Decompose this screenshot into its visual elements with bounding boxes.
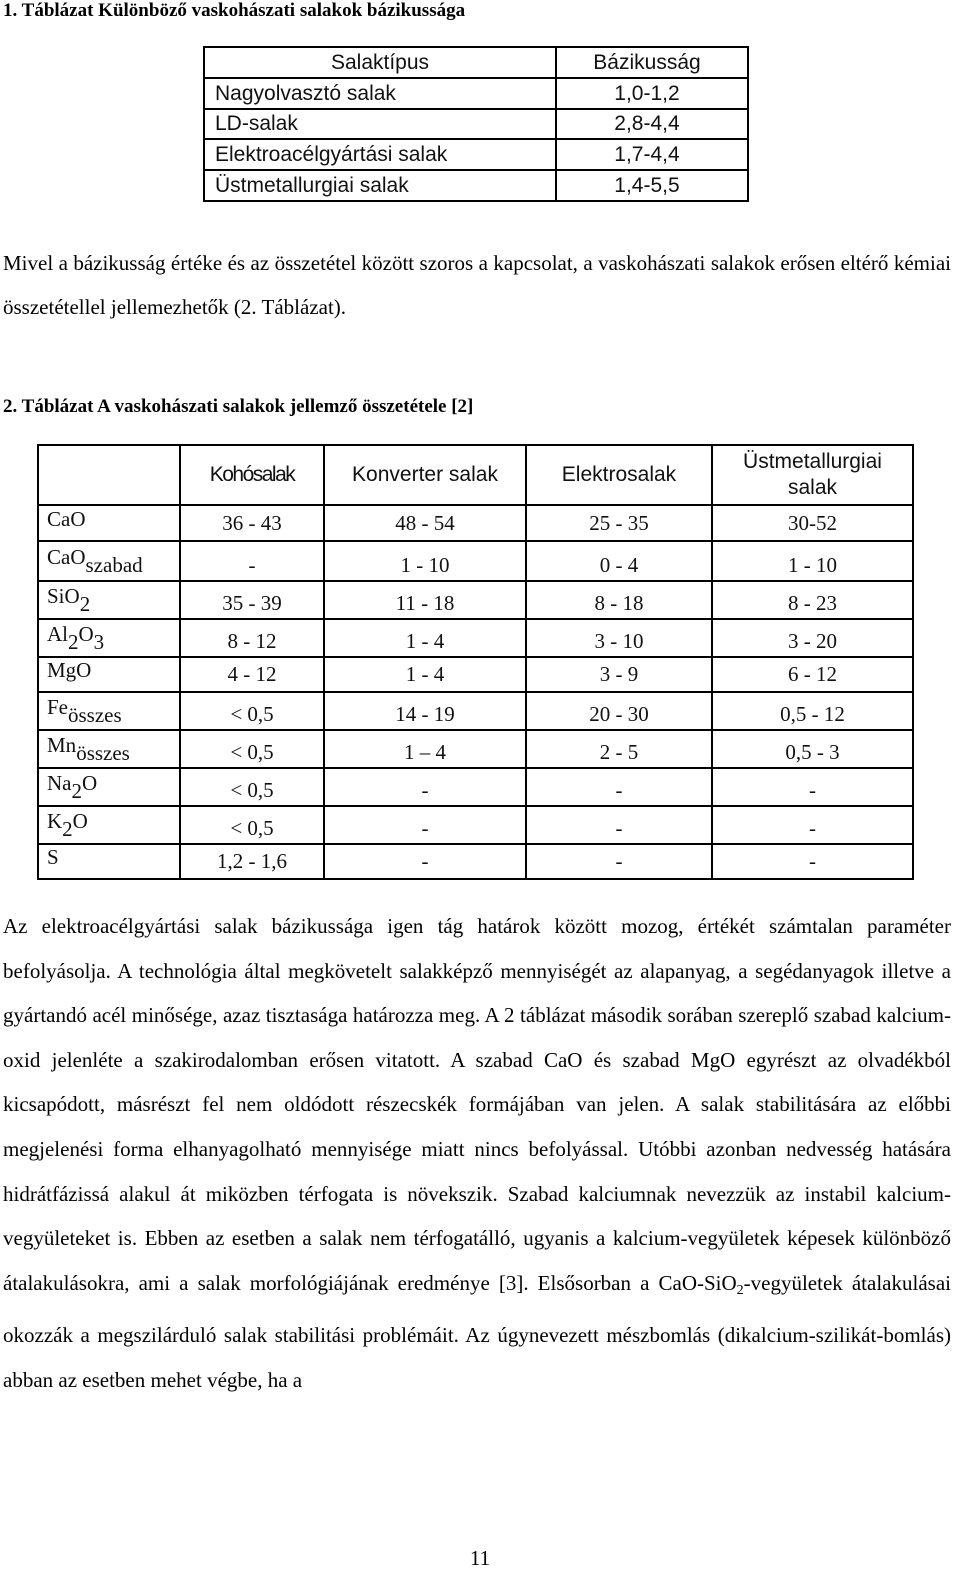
row-label-text: O <box>72 808 88 833</box>
row-label-text: CaO <box>47 506 86 531</box>
cell-slag-type: LD-salak <box>204 109 556 140</box>
cell-value: 3 - 9 <box>526 657 712 692</box>
row-label-subscript: 3 <box>93 629 105 654</box>
cell-value: 2 - 5 <box>526 730 712 768</box>
table-row <box>38 730 913 768</box>
table-header-row <box>38 445 913 505</box>
paragraph-main-text-cont: -vegyületek átalakulásai okozzák a megszilárduló salak stabilitási problémáit. Az úgynevezett mészbomlás (dikalcium-szilikát-bomlás) abban az esetben mehet végbe, ha a <box>3 1270 951 1392</box>
row-label-text: Na <box>47 770 72 795</box>
row-label-subscript: 2 <box>62 816 73 841</box>
table-row <box>204 78 748 109</box>
cell-value: 3 - 10 <box>526 619 712 657</box>
cell-value: 4 - 12 <box>180 657 324 692</box>
cell-slag-type: Nagyolvasztó salak <box>204 78 556 109</box>
cell-value: - <box>526 844 712 879</box>
table-row <box>204 170 748 201</box>
row-label-text: SiO <box>47 583 80 608</box>
cell-slag-type: Üstmetallurgiai salak <box>204 170 556 201</box>
cell-value: < 0,5 <box>180 730 324 768</box>
cell-value: - <box>180 541 324 581</box>
cell-value: - <box>324 768 526 806</box>
cell-value: 0 - 4 <box>526 541 712 581</box>
cell-value: 1 - 10 <box>712 541 913 581</box>
cell-value: 48 - 54 <box>324 505 526 541</box>
cell-value: 0,5 - 12 <box>712 692 913 730</box>
cell-basicity: 2,8-4,4 <box>556 109 748 140</box>
row-label-text: Mn <box>47 732 77 757</box>
row-label-text: Fe <box>47 694 68 719</box>
cell-value: 8 - 12 <box>180 619 324 657</box>
paragraph-subscript: 2 <box>736 1282 744 1298</box>
table-row <box>204 109 748 140</box>
row-label <box>38 581 180 619</box>
row-label <box>38 619 180 657</box>
header-empty-cell <box>38 445 180 505</box>
composition-table-body <box>38 505 913 879</box>
cell-value: 0,5 - 3 <box>712 730 913 768</box>
row-label-subscript: összes <box>76 740 130 765</box>
cell-value: - <box>324 844 526 879</box>
cell-value: < 0,5 <box>180 692 324 730</box>
cell-value: 1 - 4 <box>324 657 526 692</box>
table-row <box>38 657 913 692</box>
table2-caption: 2. Táblázat A vaskohászati salakok jellemző összetétele [2] <box>3 396 474 417</box>
cell-value: 1 – 4 <box>324 730 526 768</box>
row-label <box>38 844 180 879</box>
header-ustmetallurgiai: Üstmetallurgiai salak <box>712 445 913 505</box>
header-slag-type: Salaktípus <box>204 47 556 78</box>
paragraph-main-text: Az elektroacélgyártási salak bázikussága igen tág határok között mozog, értékét számtalan paraméter befolyásolja. A technológia által megkövetelt salakképző mennyiségét az alapanyag, a segédanyagok illetve a gyártandó acél minősége, azaz tisztasága határozza meg. A 2 táblázat második sorában szereplő szabad kalcium-oxid jelenléte a szakirodalomban erősen vitatott. A szabad CaO és szabad MgO egyrészt az olvadékból kicsapódott, másrészt fel nem oldódott részecskék formájában van jelen. A salak stabilitására az előbbi megjelenési forma elhanyagolható mennyisége miatt nincs befolyással. Utóbbi azonban nedvesség hatására hidrátfázissá alakul át miközben térfogata is növekszik. Szabad kalciumnak nevezzük az instabil kalcium-vegyületeket is. Ebben az esetben a salak nem térfogatálló, ugyanis a kalcium-vegyületek képesek különböző átalakulásokra, ami a salak morfológiájának eredménye [3]. Elsősorban a CaO-SiO <box>3 914 951 1295</box>
row-label-text: CaO <box>47 544 86 569</box>
row-label-subscript: 2 <box>71 778 82 803</box>
row-label-text: MgO <box>47 658 92 682</box>
cell-value: < 0,5 <box>180 768 324 806</box>
row-label-text: O <box>78 621 94 646</box>
cell-value: 14 - 19 <box>324 692 526 730</box>
row-label-text: O <box>82 770 98 795</box>
row-label <box>38 692 180 730</box>
header-konverter: Konverter salak <box>324 445 526 505</box>
row-label <box>38 768 180 806</box>
cell-value: 3 - 20 <box>712 619 913 657</box>
row-label-text: Al <box>47 621 68 646</box>
table-row <box>38 619 913 657</box>
cell-value: - <box>324 806 526 844</box>
row-label-text: S <box>47 845 59 869</box>
cell-slag-type: Elektroacélgyártási salak <box>204 139 556 170</box>
row-label-subscript: szabad <box>85 552 143 577</box>
table-header-row <box>204 47 748 78</box>
cell-value: 8 - 23 <box>712 581 913 619</box>
table-row <box>38 844 913 879</box>
cell-basicity: 1,7-4,4 <box>556 139 748 170</box>
cell-value: - <box>712 806 913 844</box>
cell-basicity: 1,4-5,5 <box>556 170 748 201</box>
cell-value: 1 - 4 <box>324 619 526 657</box>
paragraph-main <box>3 904 951 1403</box>
row-label-subscript: 2 <box>79 591 91 616</box>
cell-value: 1,2 - 1,6 <box>180 844 324 879</box>
table-row <box>204 139 748 170</box>
cell-value: - <box>526 768 712 806</box>
header-basicity: Bázikusság <box>556 47 748 78</box>
cell-value: 35 - 39 <box>180 581 324 619</box>
row-label <box>38 806 180 844</box>
page-number: 11 <box>469 1546 491 1570</box>
table-row <box>38 692 913 730</box>
cell-value: 6 - 12 <box>712 657 913 692</box>
row-label <box>38 505 180 541</box>
header-kohosalak: Kohósalak <box>180 445 324 505</box>
cell-value: 36 - 43 <box>180 505 324 541</box>
table-row <box>38 505 913 541</box>
table-row <box>38 541 913 581</box>
table-row <box>38 768 913 806</box>
cell-value: - <box>526 806 712 844</box>
cell-value: < 0,5 <box>180 806 324 844</box>
table-row <box>38 581 913 619</box>
row-label <box>38 541 180 581</box>
row-label-subscript: összes <box>68 702 122 727</box>
cell-value: 20 - 30 <box>526 692 712 730</box>
cell-value: 30-52 <box>712 505 913 541</box>
row-label-text: K <box>47 808 63 833</box>
cell-value: - <box>712 844 913 879</box>
composition-table <box>37 444 914 880</box>
cell-basicity: 1,0-1,2 <box>556 78 748 109</box>
row-label <box>38 657 180 692</box>
table1-caption: 1. Táblázat Különböző vaskohászati salakok bázikussága <box>3 0 466 21</box>
basicity-table <box>203 46 749 202</box>
header-elektro: Elektrosalak <box>526 445 712 505</box>
table-row <box>38 806 913 844</box>
row-label <box>38 730 180 768</box>
row-label-subscript: 2 <box>68 629 79 654</box>
cell-value: 8 - 18 <box>526 581 712 619</box>
cell-value: - <box>712 768 913 806</box>
cell-value: 11 - 18 <box>324 581 526 619</box>
cell-value: 1 - 10 <box>324 541 526 581</box>
cell-value: 25 - 35 <box>526 505 712 541</box>
paragraph-intro: Mivel a bázikusság értéke és az összetétel között szoros a kapcsolat, a vaskohászati salakok erősen eltérő kémiai összetétellel jellemezhetők (2. Táblázat). <box>3 251 951 319</box>
